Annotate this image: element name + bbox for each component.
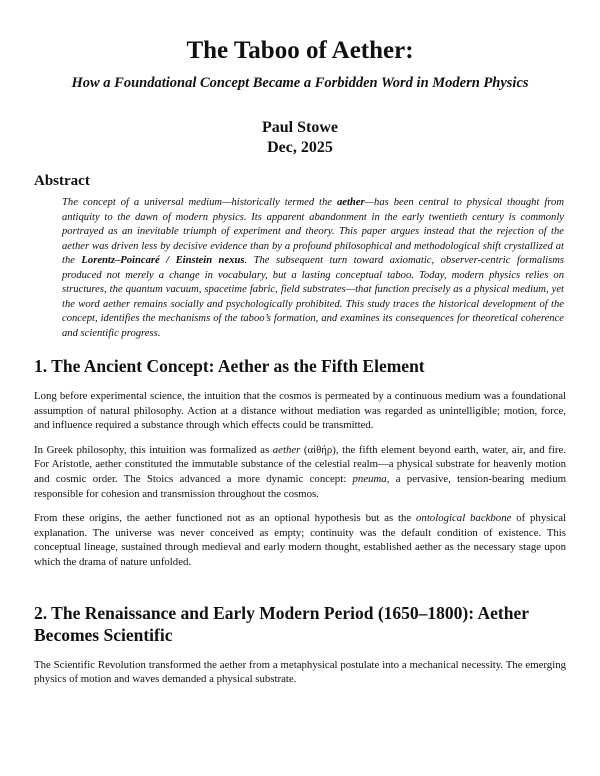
abstract-term-nexus: Lorentz–Poincaré / Einstein nexus: [81, 255, 245, 266]
paragraph: [34, 511, 566, 569]
abstract-text: [62, 196, 566, 341]
abstract-term-aether: aether: [336, 197, 365, 208]
paragraph: The Scientific Revolution transformed the aether from a metaphysical postulate into a mechanical necessity. The emerging physics of motion and waves demanded a physical substrate.: [34, 658, 566, 686]
paragraph: Long before experimental science, the intuition that the cosmos is permeated by a continuous medium was a foundational assumption of natural philosophy. Action at a distance without mediation was regarded as unintelligible; motion, force, and influence required a substance through which effects could be transmitted.: [34, 390, 566, 432]
abstract-part: The concept of a universal medium—historically termed the: [62, 197, 337, 208]
paper-title: The Taboo of Aether:: [186, 37, 414, 64]
author-name: Paul Stowe: [262, 119, 338, 136]
italic-term: pneuma: [352, 472, 387, 485]
text-run: From these origins, the aether functioned not as an optional hypothesis but as the: [34, 512, 417, 525]
text-run: , a pervasive, tension-bearing medium responsible for cohesion and transmission throughout the cosmos.: [34, 472, 566, 500]
italic-term: aether: [272, 443, 301, 456]
italic-term: ontological backbone: [416, 512, 512, 525]
text-run: of physical explanation. The universe was never conceived as empty; continuity was the default condition of existence. This conceptual lineage, sustained through medieval and early modern thought, established aether as the necessary stage upon which the drama of nature unfolded.: [34, 512, 567, 568]
abstract-heading: Abstract: [34, 173, 90, 189]
text-run: In Greek philosophy, this intuition was formalized as: [34, 443, 273, 456]
text-run: (αἰθήρ), the fifth element beyond earth, water, air, and fire. For Aristotle, aether constituted the immutable substance of the celestial realm—a physical substrate for heavenly motion and cosmic order. The Stoics advanced a more dynamic concept:: [34, 443, 566, 485]
section-heading-2: 2. The Renaissance and Early Modern Period (1650–1800): Aether Becomes Scientific: [34, 602, 529, 645]
abstract-part: . The subsequent turn toward axiomatic, observer-centric formalisms produced not merely a change in vocabulary, but a lasting conceptual taboo. Today, modern physics relies on structures, the quantum vacuum, spacetime fabric, field substrates—that function precisely as a physical medium, yet the word aether remains socially and psychologically prohibited. This study traces the historical development of the concept, identifies the mechanisms of the taboo’s formation, and examines its consequences for theoretical coherence and scientific progress.: [62, 255, 564, 339]
paper-subtitle: How a Foundational Concept Became a Forbidden Word in Modern Physics: [71, 75, 529, 91]
section-heading-1: 1. The Ancient Concept: Aether as the Fifth Element: [34, 356, 425, 376]
paragraph: [34, 443, 566, 501]
abstract-part: —has been central to physical thought from antiquity to the dawn of modern physics. Its apparent abandonment in the early twentieth century is commonly portrayed as an inevitable triumph of experiment and theory. This paper argues instead that the rejection of the aether was driven less by decisive evidence than by a profound philosophical and methodological shift crystallized at the: [62, 197, 564, 266]
publication-date: Dec, 2025: [267, 139, 333, 156]
